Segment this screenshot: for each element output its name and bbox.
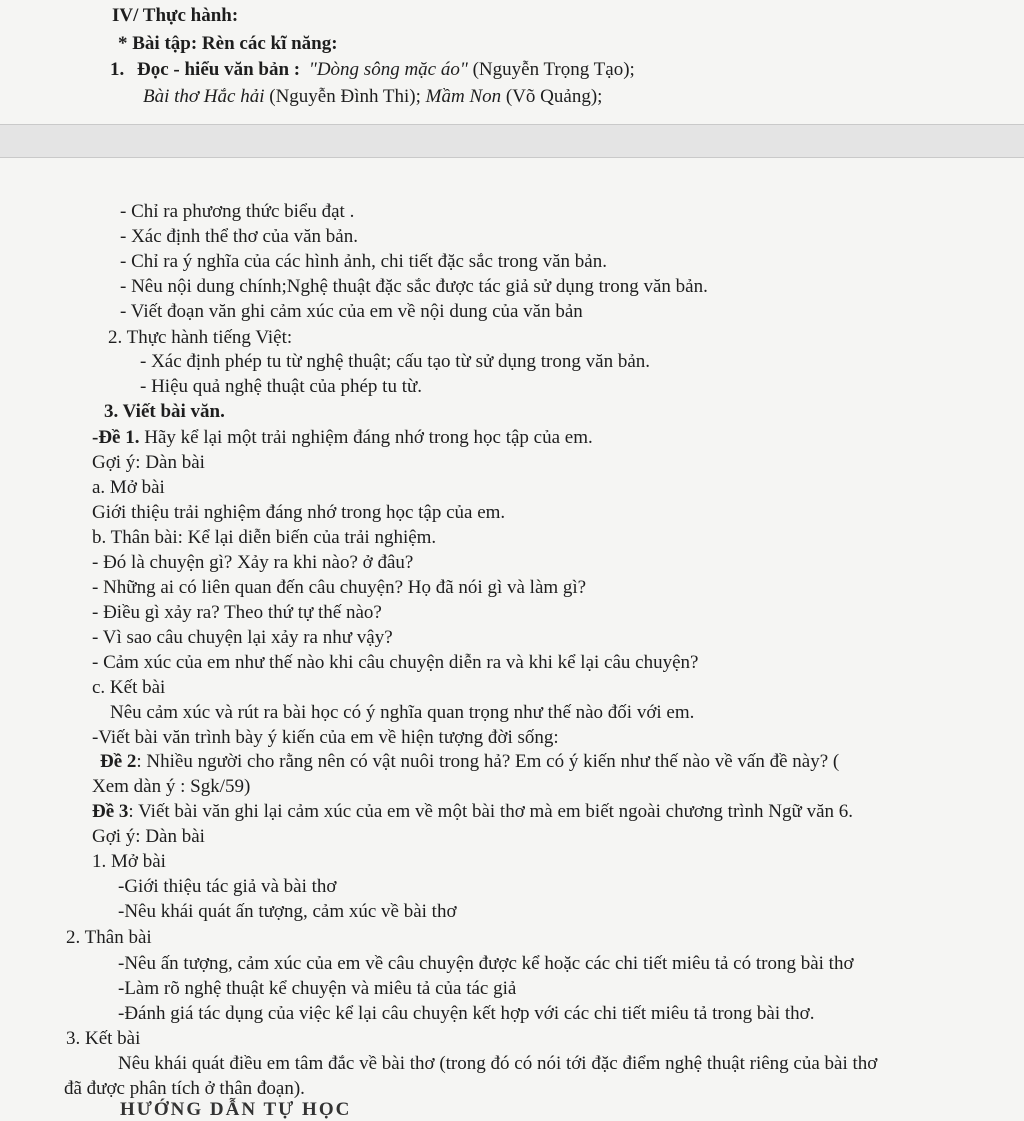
outline-line: -Giới thiệu tác giả và bài thơ xyxy=(118,876,337,897)
outline-line: Gợi ý: Dàn bài xyxy=(92,452,205,473)
outline-line: Nêu khái quát điều em tâm đắc về bài thơ (trong đó có nói tới đặc điểm nghệ thuật riêng của bài thơ xyxy=(118,1053,878,1074)
item-1-title: Đọc - hiểu văn bản : xyxy=(137,59,301,80)
outline-line: Nêu cảm xúc và rút ra bài học có ý nghĩa quan trọng như thế nào đối với em. xyxy=(110,702,695,723)
vietnamese-heading: 2. Thực hành tiếng Việt: xyxy=(108,327,293,348)
outline-line: - Cảm xúc của em như thế nào khi câu chuyện diễn ra và khi kể lại câu chuyện? xyxy=(92,652,699,673)
reading-task: - Xác định thể thơ của văn bản. xyxy=(120,226,358,247)
de-3-text: : Viết bài văn ghi lại cảm xúc của em về một bài thơ mà em biết ngoài chương trình Ngữ văn 6. xyxy=(128,801,854,822)
page-break-band xyxy=(0,124,1024,158)
outline-line: Gợi ý: Dàn bài xyxy=(92,826,205,847)
de-2-text: : Nhiều người cho rằng nên có vật nuôi trong hả? Em có ý kiến như thế nào về vấn đề này? ( xyxy=(136,751,840,772)
section-heading: IV/ Thực hành: xyxy=(112,5,239,26)
author-3: (Võ Quảng); xyxy=(501,86,603,107)
author-2: (Nguyễn Đình Thi); xyxy=(264,86,426,107)
de-1-line xyxy=(92,426,593,450)
outline-line: -Nêu ấn tượng, cảm xúc của em về câu chuyện được kể hoặc các chi tiết miêu tả có trong bài thơ xyxy=(118,953,854,974)
outline-line: 2. Thân bài xyxy=(66,927,152,948)
writing-heading: 3. Viết bài văn. xyxy=(104,401,225,422)
outline-line: c. Kết bài xyxy=(92,677,166,698)
de-3-line xyxy=(92,800,853,824)
vietnamese-task: - Hiệu quả nghệ thuật của phép tu từ. xyxy=(140,376,423,397)
outline-line: - Những ai có liên quan đến câu chuyện? Họ đã nói gì và làm gì? xyxy=(92,577,587,598)
de-2-line-2: Xem dàn ý : Sgk/59) xyxy=(92,776,251,797)
outline-line: Giới thiệu trải nghiệm đáng nhớ trong học tập của em. xyxy=(92,502,506,523)
de-2-line xyxy=(100,750,839,774)
outline-line: - Đó là chuyện gì? Xảy ra khi nào? ở đâu? xyxy=(92,552,414,573)
item-number: 1. xyxy=(110,59,125,80)
author-1: (Nguyễn Trọng Tạo); xyxy=(467,59,635,80)
item-1-line-1 xyxy=(110,58,635,82)
outline-line: 1. Mở bài xyxy=(92,851,166,872)
outline-line: b. Thân bài: Kể lại diễn biến của trải nghiệm. xyxy=(92,527,437,548)
poem-title-1: "Dòng sông mặc áo" xyxy=(308,59,468,80)
item-1-line-2 xyxy=(143,85,602,109)
outline-line: -Làm rõ nghệ thuật kể chuyện và miêu tả của tác giả xyxy=(118,978,517,999)
cut-off-heading: HƯỚNG DẪN TỰ HỌC xyxy=(120,1099,352,1120)
de-1-text: Hãy kể lại một trải nghiệm đáng nhớ trong học tập của em. xyxy=(139,427,593,448)
reading-task: - Nêu nội dung chính;Nghệ thuật đặc sắc được tác giả sử dụng trong văn bản. xyxy=(120,276,708,297)
outline-line: -Viết bài văn trình bày ý kiến của em về hiện tượng đời sống: xyxy=(92,727,559,748)
reading-task: - Chỉ ra ý nghĩa của các hình ảnh, chi tiết đặc sắc trong văn bản. xyxy=(120,251,607,272)
outline-line: -Đánh giá tác dụng của việc kể lại câu chuyện kết hợp với các chi tiết miêu tả trong bài thơ. xyxy=(118,1003,815,1024)
vietnamese-task: - Xác định phép tu từ nghệ thuật; cấu tạo từ sử dụng trong văn bản. xyxy=(140,351,651,372)
exercise-heading: * Bài tập: Rèn các kĩ năng: xyxy=(118,33,338,54)
outline-line: đã được phân tích ở thân đoạn). xyxy=(64,1078,305,1099)
outline-line: - Vì sao câu chuyện lại xảy ra như vậy? xyxy=(92,627,393,648)
de-1-label: -Đề 1. xyxy=(92,427,140,448)
poem-title-3: Mầm Non xyxy=(425,86,502,107)
de-2-label: Đề 2 xyxy=(100,751,137,772)
poem-title-2: Bài thơ Hắc hải xyxy=(143,86,265,107)
outline-line: - Điều gì xảy ra? Theo thứ tự thế nào? xyxy=(92,602,382,623)
outline-line: 3. Kết bài xyxy=(66,1028,141,1049)
reading-task: - Viết đoạn văn ghi cảm xúc của em về nội dung của văn bản xyxy=(120,301,583,322)
outline-line: a. Mở bài xyxy=(92,477,165,498)
outline-line: -Nêu khái quát ấn tượng, cảm xúc về bài thơ xyxy=(118,901,457,922)
reading-task: - Chỉ ra phương thức biểu đạt . xyxy=(120,201,355,222)
de-3-label: Đề 3 xyxy=(92,801,129,822)
